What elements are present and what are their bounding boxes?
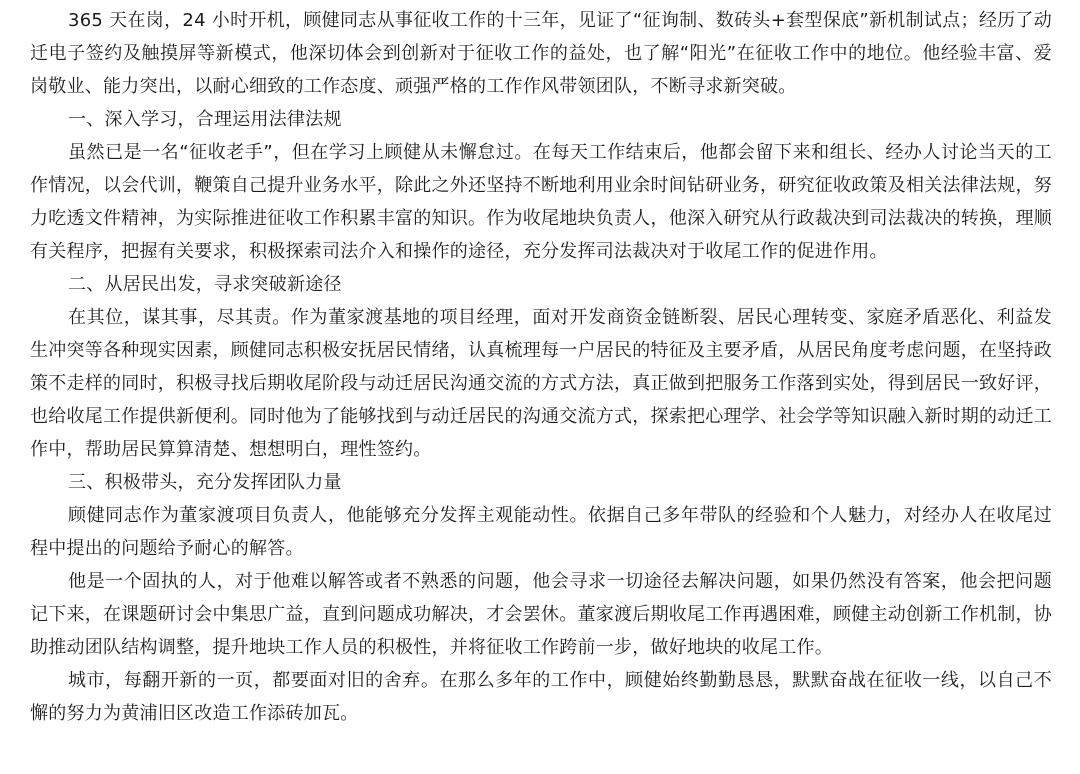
section-1-paragraph: 虽然已是一名“征收老手”，但在学习上顾健从未懈怠过。在每天工作结束后，他都会留下来和组长、经办人讨论当天的工作情况，以会代训，鞭策自己提升业务水平，除此之外还坚持不断地利用业余时间钻研业务，研究征收政策及相关法律法规，努力吃透文件精神，为实际推进征收工作积累丰富的知识。作为收尾地块负责人，他深入研究从行政裁决到司法裁决的转换，理顺有关程序，把握有关要求，积极探索司法介入和操作的途径，充分发挥司法裁决对于收尾工作的促进作用。	[30, 142, 1052, 262]
article-body	[30, 4, 1052, 730]
section-3-paragraph-2: 他是一个固执的人，对于他难以解答或者不熟悉的问题，他会寻求一切途径去解决问题，如果仍然没有答案，他会把问题记下来，在课题研讨会中集思广益，直到问题成功解决，才会罢休。董家渡后期收尾工作再遇困难，顾健主动创新工作机制，协助推动团队结构调整，提升地块工作人员的积极性，并将征收工作跨前一步，做好地块的收尾工作。	[30, 571, 1052, 658]
section-heading-3: 三、积极带头，充分发挥团队力量	[68, 472, 342, 493]
section-heading-1: 一、深入学习，合理运用法律法规	[68, 109, 342, 130]
section-3-paragraph-1: 顾健同志作为董家渡项目负责人，他能够充分发挥主观能动性。依据自己多年带队的经验和个人魅力，对经办人在收尾过程中提出的问题给予耐心的解答。	[30, 505, 1052, 559]
intro-paragraph: 365 天在岗，24 小时开机，顾健同志从事征收工作的十三年，见证了“征询制、数砖头+套型保底”新机制试点；经历了动迁电子签约及触摸屏等新模式，他深切体会到创新对于征收工作的益处，也了解“阳光”在征收工作中的地位。他经验丰富、爱岗敬业、能力突出，以耐心细致的工作态度、顽强严格的工作作风带领团队，不断寻求新突破。	[30, 10, 1052, 97]
section-heading-2: 二、从居民出发，寻求突破新途径	[68, 274, 342, 295]
section-2-paragraph: 在其位，谋其事，尽其责。作为董家渡基地的项目经理，面对开发商资金链断裂、居民心理转变、家庭矛盾恶化、利益发生冲突等各种现实因素，顾健同志积极安抚居民情绪，认真梳理每一户居民的特征及主要矛盾，从居民角度考虑问题，在坚持政策不走样的同时，积极寻找后期收尾阶段与动迁居民沟通交流的方式方法，真正做到把服务工作落到实处，得到居民一致好评，也给收尾工作提供新便利。同时他为了能够找到与动迁居民的沟通交流方式，探索把心理学、社会学等知识融入新时期的动迁工作中，帮助居民算算清楚、想想明白，理性签约。	[30, 307, 1052, 460]
closing-paragraph: 城市，每翻开新的一页，都要面对旧的舍弃。在那么多年的工作中，顾健始终勤勤恳恳，默默奋战在征收一线，以自己不懈的努力为黄浦旧区改造工作添砖加瓦。	[30, 670, 1052, 724]
